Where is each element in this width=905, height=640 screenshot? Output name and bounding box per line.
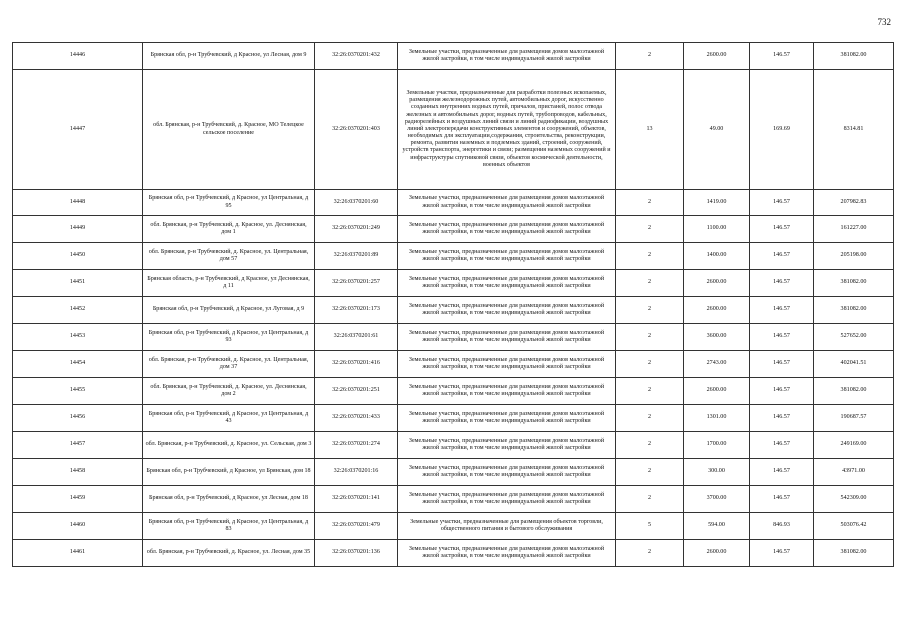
row-cadastral-number: 32:26:0370201:416 xyxy=(315,351,398,378)
row-group: 5 xyxy=(616,513,684,540)
row-area: 2600.00 xyxy=(684,540,750,567)
row-cadastral-value: 8314.81 xyxy=(814,70,894,190)
row-cadastral-number: 32:26:0370201:403 xyxy=(315,70,398,190)
table-row xyxy=(13,540,894,567)
row-address: обл. Брянская, р-н Трубчевский, д. Красное, ул. Деснянская, дом 2 xyxy=(143,378,315,405)
row-area: 49.00 xyxy=(684,70,750,190)
row-cadastral-value: 43971.00 xyxy=(814,459,894,486)
row-group: 2 xyxy=(616,324,684,351)
row-group: 2 xyxy=(616,216,684,243)
row-address: обл. Брянская, р-н Трубчевский, д. Красное, ул. Сельская, дом 3 xyxy=(143,432,315,459)
row-cadastral-number: 32:26:0370201:89 xyxy=(315,243,398,270)
row-group: 2 xyxy=(616,405,684,432)
row-area: 300.00 xyxy=(684,459,750,486)
row-rate: 146.57 xyxy=(750,297,814,324)
row-cadastral-value: 381082.00 xyxy=(814,297,894,324)
row-land-use: Земельные участки, предназначенные для размещения домов малоэтажной жилой застройки, в том числе индивидуальной жилой застройки xyxy=(398,270,616,297)
row-rate: 146.57 xyxy=(750,432,814,459)
row-area: 1100.00 xyxy=(684,216,750,243)
row-id: 14450 xyxy=(13,243,143,270)
row-cadastral-value: 205198.00 xyxy=(814,243,894,270)
row-cadastral-number: 32:26:0370201:257 xyxy=(315,270,398,297)
table-row xyxy=(13,70,894,190)
row-id: 14453 xyxy=(13,324,143,351)
row-rate: 146.57 xyxy=(750,270,814,297)
table-row xyxy=(13,486,894,513)
row-area: 2743.00 xyxy=(684,351,750,378)
row-land-use: Земельные участки, предназначенные для размещения домов малоэтажной жилой застройки, в том числе индивидуальной жилой застройки xyxy=(398,540,616,567)
row-address: обл. Брянская, р-н Трубчевский, д. Красное, ул. Деснянская, дом 1 xyxy=(143,216,315,243)
row-cadastral-value: 542309.00 xyxy=(814,486,894,513)
row-group: 2 xyxy=(616,297,684,324)
row-address: Брянская обл, р-н Трубчевский, д Красное, ул Лесная, дом 18 xyxy=(143,486,315,513)
row-cadastral-number: 32:26:0370201:60 xyxy=(315,190,398,216)
row-address: Брянская обл, р-н Трубчевский, д Красное, ул Центральная, д 83 xyxy=(143,513,315,540)
row-cadastral-number: 32:26:0370201:251 xyxy=(315,378,398,405)
row-address: Брянская обл, р-н Трубчевский, д Красное, ул Центральная, д 95 xyxy=(143,190,315,216)
row-group: 2 xyxy=(616,378,684,405)
row-rate: 146.57 xyxy=(750,324,814,351)
row-land-use: Земельные участки, предназначенные для размещения домов малоэтажной жилой застройки, в том числе индивидуальной жилой застройки xyxy=(398,43,616,70)
table-row xyxy=(13,297,894,324)
row-address: Брянская область, р-н Трубчевский, д Красное, ул Деснянская, д 11 xyxy=(143,270,315,297)
row-rate: 169.69 xyxy=(750,70,814,190)
table-row xyxy=(13,190,894,216)
row-id: 14459 xyxy=(13,486,143,513)
row-cadastral-value: 190687.57 xyxy=(814,405,894,432)
row-cadastral-number: 32:26:0370201:173 xyxy=(315,297,398,324)
table-row xyxy=(13,378,894,405)
row-address: обл. Брянская, р-н Трубчевский, д. Красное, ул. Лесная, дом 35 xyxy=(143,540,315,567)
table-row xyxy=(13,43,894,70)
row-cadastral-value: 402041.51 xyxy=(814,351,894,378)
row-land-use: Земельные участки, предназначенные для размещения объектов торговли, общественного питания и бытового обслуживания xyxy=(398,513,616,540)
row-land-use: Земельные участки, предназначенные для размещения домов малоэтажной жилой застройки, в том числе индивидуальной жилой застройки xyxy=(398,216,616,243)
row-address: Брянская обл, р-н Трубчевский, д Красное, ул Луговая, д 9 xyxy=(143,297,315,324)
row-group: 2 xyxy=(616,459,684,486)
row-cadastral-value: 381082.00 xyxy=(814,43,894,70)
table-row xyxy=(13,270,894,297)
row-area: 2600.00 xyxy=(684,43,750,70)
row-group: 2 xyxy=(616,243,684,270)
row-land-use: Земельные участки, предназначенные для размещения домов малоэтажной жилой застройки, в том числе индивидуальной жилой застройки xyxy=(398,190,616,216)
row-rate: 146.57 xyxy=(750,43,814,70)
table-row xyxy=(13,459,894,486)
row-id: 14447 xyxy=(13,70,143,190)
row-land-use: Земельные участки, предназначенные для разработки полезных ископаемых, размещения железнодорожных путей, автомобильных дорог, искусственно созданных внутренних водных путей, причалов, пристаней, полос отвода железных и автомобильных дорог, водных путей, трубопроводов, кабельных, радиорелейных и воздушных линий связи и линий радиофикации, воздушных линий электропередачи конструктивных элементов и сооружений, объектов, необходимых для эксплуатации,содержания, строительства, реконструкции, ремонта, развития наземных и подземных зданий, строений, сооружений, устройств транспорта, энергетики и связи; размещения наземных сооружений и инфраструктуры спутниковой связи, объектов космической деятельности, военных объектов xyxy=(398,70,616,190)
row-group: 2 xyxy=(616,270,684,297)
row-cadastral-number: 32:26:0370201:274 xyxy=(315,432,398,459)
cadastral-value-table xyxy=(12,42,894,567)
row-id: 14454 xyxy=(13,351,143,378)
row-area: 1301.00 xyxy=(684,405,750,432)
row-cadastral-value: 381082.00 xyxy=(814,378,894,405)
row-group: 2 xyxy=(616,432,684,459)
row-cadastral-number: 32:26:0370201:16 xyxy=(315,459,398,486)
table-row xyxy=(13,216,894,243)
row-id: 14446 xyxy=(13,43,143,70)
row-cadastral-value: 503076.42 xyxy=(814,513,894,540)
row-rate: 146.57 xyxy=(750,405,814,432)
row-address: Брянская обл, р-н Трубчевский, д Красное, ул Центральная, д 43 xyxy=(143,405,315,432)
row-rate: 146.57 xyxy=(750,486,814,513)
row-cadastral-value: 249169.00 xyxy=(814,432,894,459)
row-address: Брянская обл, р-н Трубчевский, д Красное, ул Центральная, д 93 xyxy=(143,324,315,351)
row-group: 2 xyxy=(616,486,684,513)
row-rate: 146.57 xyxy=(750,351,814,378)
row-id: 14461 xyxy=(13,540,143,567)
row-id: 14457 xyxy=(13,432,143,459)
row-group: 13 xyxy=(616,70,684,190)
row-cadastral-value: 207982.83 xyxy=(814,190,894,216)
row-cadastral-number: 32:26:0370201:479 xyxy=(315,513,398,540)
table-row xyxy=(13,432,894,459)
row-land-use: Земельные участки, предназначенные для размещения домов малоэтажной жилой застройки, в том числе индивидуальной жилой застройки xyxy=(398,378,616,405)
row-cadastral-number: 32:26:0370201:61 xyxy=(315,324,398,351)
table-body xyxy=(13,43,894,567)
row-area: 3600.00 xyxy=(684,324,750,351)
row-address: Брянская обл, р-н Трубчевский, д Красное, ул Брянская, дом 18 xyxy=(143,459,315,486)
row-area: 3700.00 xyxy=(684,486,750,513)
row-address: обл. Брянская, р-н Трубчевский, д. Красное, ул. Центральная, дом 57 xyxy=(143,243,315,270)
row-area: 2600.00 xyxy=(684,270,750,297)
row-land-use: Земельные участки, предназначенные для размещения домов малоэтажной жилой застройки, в том числе индивидуальной жилой застройки xyxy=(398,486,616,513)
row-area: 2600.00 xyxy=(684,378,750,405)
row-address: обл. Брянская, р-н Трубчевский, д. Красное, ул. Центральная, дом 37 xyxy=(143,351,315,378)
page-number: 732 xyxy=(877,17,891,27)
row-rate: 146.57 xyxy=(750,378,814,405)
row-area: 1400.00 xyxy=(684,243,750,270)
row-cadastral-number: 32:26:0370201:433 xyxy=(315,405,398,432)
table-row xyxy=(13,405,894,432)
row-id: 14451 xyxy=(13,270,143,297)
row-rate: 146.57 xyxy=(750,243,814,270)
row-id: 14456 xyxy=(13,405,143,432)
row-id: 14455 xyxy=(13,378,143,405)
table-row xyxy=(13,351,894,378)
row-cadastral-value: 381082.00 xyxy=(814,270,894,297)
row-id: 14452 xyxy=(13,297,143,324)
table-row xyxy=(13,324,894,351)
row-rate: 146.57 xyxy=(750,216,814,243)
row-area: 594.00 xyxy=(684,513,750,540)
row-cadastral-value: 381082.00 xyxy=(814,540,894,567)
row-address: Брянская обл, р-н Трубчевский, д Красное, ул Лесная, дом 9 xyxy=(143,43,315,70)
row-cadastral-number: 32:26:0370201:432 xyxy=(315,43,398,70)
row-area: 1419.00 xyxy=(684,190,750,216)
row-cadastral-number: 32:26:0370201:249 xyxy=(315,216,398,243)
row-id: 14458 xyxy=(13,459,143,486)
row-land-use: Земельные участки, предназначенные для размещения домов малоэтажной жилой застройки, в том числе индивидуальной жилой застройки xyxy=(398,324,616,351)
row-land-use: Земельные участки, предназначенные для размещения домов малоэтажной жилой застройки, в том числе индивидуальной жилой застройки xyxy=(398,297,616,324)
row-rate: 146.57 xyxy=(750,459,814,486)
row-land-use: Земельные участки, предназначенные для размещения домов малоэтажной жилой застройки, в том числе индивидуальной жилой застройки xyxy=(398,243,616,270)
row-cadastral-value: 527652.00 xyxy=(814,324,894,351)
row-land-use: Земельные участки, предназначенные для размещения домов малоэтажной жилой застройки, в том числе индивидуальной жилой застройки xyxy=(398,432,616,459)
row-land-use: Земельные участки, предназначенные для размещения домов малоэтажной жилой застройки, в том числе индивидуальной жилой застройки xyxy=(398,405,616,432)
row-address: обл. Брянская, р-н Трубчевский, д. Красное, МО Телецкое сельское поселение xyxy=(143,70,315,190)
row-rate: 846.93 xyxy=(750,513,814,540)
row-id: 14460 xyxy=(13,513,143,540)
row-group: 2 xyxy=(616,540,684,567)
row-land-use: Земельные участки, предназначенные для размещения домов малоэтажной жилой застройки, в том числе индивидуальной жилой застройки xyxy=(398,459,616,486)
row-id: 14449 xyxy=(13,216,143,243)
row-group: 2 xyxy=(616,351,684,378)
row-area: 2600.00 xyxy=(684,297,750,324)
row-group: 2 xyxy=(616,190,684,216)
row-id: 14448 xyxy=(13,190,143,216)
table-row xyxy=(13,513,894,540)
table-row xyxy=(13,243,894,270)
row-rate: 146.57 xyxy=(750,190,814,216)
row-rate: 146.57 xyxy=(750,540,814,567)
row-cadastral-value: 161227.00 xyxy=(814,216,894,243)
row-group: 2 xyxy=(616,43,684,70)
row-area: 1700.00 xyxy=(684,432,750,459)
row-cadastral-number: 32:26:0370201:141 xyxy=(315,486,398,513)
row-cadastral-number: 32:26:0370201:136 xyxy=(315,540,398,567)
row-land-use: Земельные участки, предназначенные для размещения домов малоэтажной жилой застройки, в том числе индивидуальной жилой застройки xyxy=(398,351,616,378)
